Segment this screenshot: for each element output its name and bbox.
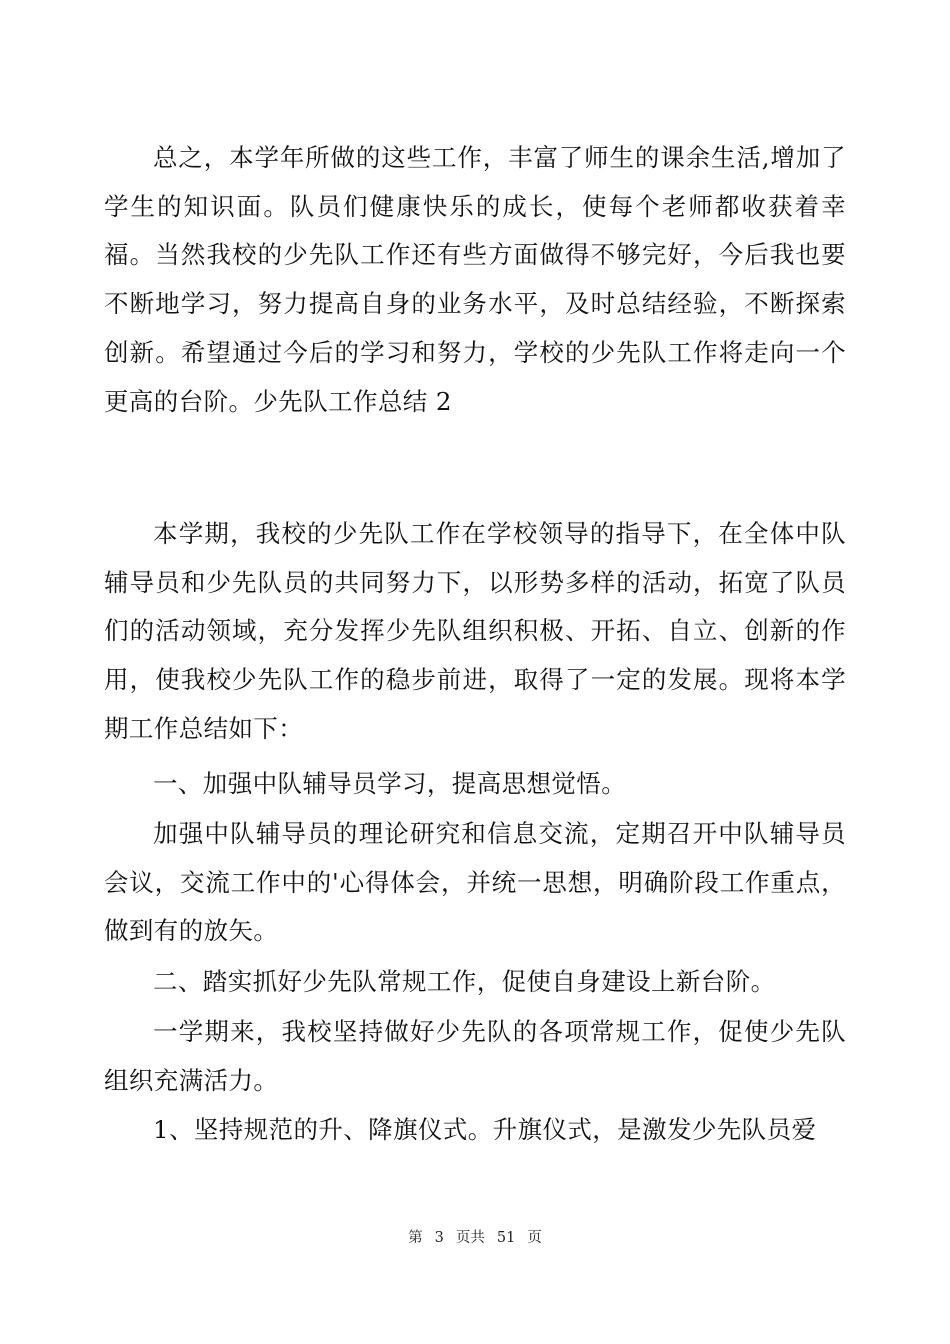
section-heading-2: 二、踏实抓好少先队常规工作，促使自身建设上新台阶。 (153, 967, 776, 996)
page-footer (0, 1226, 950, 1247)
paragraph-semester-intro: 本学期，我校的少先队工作在学校领导的指导下，在全体中队辅导员和少先队员的共同努力下，以形势多样的活动，拓宽了队员们的活动领域，充分发挥少先队组织积极、开拓、自立、创新的作用，使我校少先队工作的稳步前进，取得了一定的发展。现将本学期工作总结如下： (104, 519, 846, 743)
section-heading-1: 一、加强中队辅导员学习，提高思想觉悟。 (153, 769, 627, 798)
footer-prefix: 第 (408, 1230, 423, 1246)
total-pages-number: 51 (496, 1230, 516, 1246)
footer-middle: 页共 (455, 1230, 485, 1246)
paragraph-section-1: 加强中队辅导员的理论研究和信息交流，定期召开中队辅导员会议，交流工作中的'心得体会，并统一思想，明确阶段工作重点，做到有的放矢。 (104, 819, 846, 946)
paragraph-item-1: 1、坚持规范的升、降旗仪式。升旗仪式，是激发少先队员爱 (153, 1115, 817, 1144)
paragraph-section-2: 一学期来，我校坚持做好少先队的各项常规工作，促使少先队组织充满活力。 (104, 1017, 846, 1095)
current-page-number: 3 (434, 1230, 444, 1246)
paragraph-summary: 总之，本学年所做的这些工作，丰富了师生的课余生活,增加了学生的知识面。队员们健康快乐的成长，使每个老师都收获着幸福。当然我校的少先队工作还有些方面做得不够完好，今后我也要不断地学习，努力提高自身的业务水平，及时总结经验，不断探索创新。希望通过今后的学习和努力，学校的少先队工作将走向一个更高的台阶。少先队工作总结 2 (104, 143, 846, 416)
footer-suffix: 页 (527, 1230, 542, 1246)
